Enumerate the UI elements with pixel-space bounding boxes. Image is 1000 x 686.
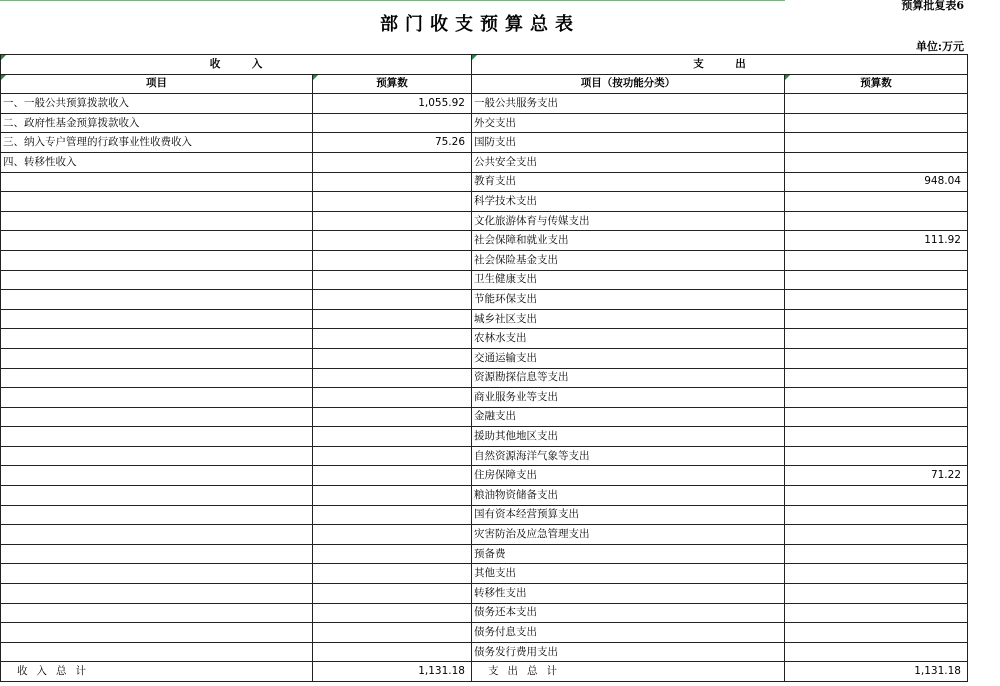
- income-item-cell[interactable]: [1, 270, 313, 290]
- table-row: [1, 603, 968, 623]
- income-item-cell[interactable]: [1, 231, 313, 251]
- expense-amount-cell[interactable]: [785, 113, 968, 133]
- table-row: [1, 525, 968, 545]
- expense-amount-cell[interactable]: [785, 133, 968, 153]
- income-item-cell[interactable]: [1, 250, 313, 270]
- expense-amount-cell[interactable]: [785, 250, 968, 270]
- expense-amount-cell[interactable]: [785, 584, 968, 604]
- income-amount-cell[interactable]: [313, 603, 472, 623]
- expense-item-cell[interactable]: 教育支出: [472, 172, 785, 192]
- table-row: [1, 505, 968, 525]
- income-item-cell[interactable]: [1, 564, 313, 584]
- income-item-cell[interactable]: [1, 603, 313, 623]
- totals-row: [1, 662, 968, 682]
- page-title: 部门收支预算总表: [380, 14, 580, 35]
- expense-amount-cell[interactable]: [785, 544, 968, 564]
- expense-item-cell[interactable]: 粮油物资储备支出: [472, 486, 785, 506]
- expense-amount-cell[interactable]: [785, 211, 968, 231]
- income-item-cell[interactable]: 四、转移性收入: [1, 152, 313, 172]
- income-amount-cell[interactable]: [313, 564, 472, 584]
- cell-marker-icon: [785, 75, 790, 80]
- table-row: [1, 133, 968, 153]
- cell-marker-icon: [313, 75, 318, 80]
- table-row: [1, 250, 968, 270]
- income-item-cell[interactable]: [1, 172, 313, 192]
- cell-marker-icon: [472, 55, 477, 60]
- unit-label: 单位:万元: [915, 40, 964, 53]
- cell-marker-icon: [1, 75, 6, 80]
- income-amount-cell[interactable]: [313, 623, 472, 643]
- expense-item-cell[interactable]: 金融支出: [472, 407, 785, 427]
- income-item-cell[interactable]: [1, 446, 313, 466]
- expense-item-cell[interactable]: 一般公共服务支出: [472, 94, 785, 114]
- expense-amount-cell[interactable]: [785, 290, 968, 310]
- income-amount-cell[interactable]: [313, 584, 472, 604]
- table-row: [1, 584, 968, 604]
- income-amount-cell[interactable]: [313, 427, 472, 447]
- income-item-cell[interactable]: 一、一般公共预算拨款收入: [1, 94, 313, 114]
- expense-item-cell[interactable]: 外交支出: [472, 113, 785, 133]
- table-row: [1, 290, 968, 310]
- expense-amount-cell[interactable]: [785, 564, 968, 584]
- income-amount-cell[interactable]: [313, 348, 472, 368]
- table-row: [1, 192, 968, 212]
- table-row: [1, 486, 968, 506]
- income-amount-cell[interactable]: [313, 172, 472, 192]
- income-amount-cell[interactable]: [313, 368, 472, 388]
- income-budget-header[interactable]: 预算数: [313, 74, 472, 94]
- income-amount-cell[interactable]: [313, 525, 472, 545]
- income-amount-cell[interactable]: [313, 446, 472, 466]
- expense-amount-cell[interactable]: [785, 94, 968, 114]
- expense-amount-cell[interactable]: 71.22: [785, 466, 968, 486]
- income-amount-cell[interactable]: [313, 642, 472, 662]
- expense-item-cell[interactable]: 卫生健康支出: [472, 270, 785, 290]
- income-amount-cell[interactable]: [313, 466, 472, 486]
- expense-item-header[interactable]: 项目（按功能分类）: [472, 74, 785, 94]
- section-header-row: [1, 55, 968, 75]
- table-row: [1, 172, 968, 192]
- income-item-cell[interactable]: [1, 486, 313, 506]
- income-item-cell[interactable]: [1, 427, 313, 447]
- expense-amount-cell[interactable]: [785, 525, 968, 545]
- income-amount-cell[interactable]: [313, 231, 472, 251]
- expense-item-cell[interactable]: 资源勘探信息等支出: [472, 368, 785, 388]
- income-amount-cell[interactable]: [313, 113, 472, 133]
- expense-amount-cell[interactable]: [785, 348, 968, 368]
- expense-item-cell[interactable]: 其他支出: [472, 564, 785, 584]
- income-amount-cell[interactable]: [313, 329, 472, 349]
- table-row: [1, 623, 968, 643]
- expense-amount-cell[interactable]: [785, 152, 968, 172]
- expense-total-label[interactable]: 支出总计: [472, 662, 785, 682]
- expense-amount-cell[interactable]: [785, 427, 968, 447]
- income-item-cell[interactable]: [1, 368, 313, 388]
- income-item-cell[interactable]: 三、纳入专户管理的行政事业性收费收入: [1, 133, 313, 153]
- income-item-cell[interactable]: [1, 525, 313, 545]
- expense-amount-cell[interactable]: [785, 642, 968, 662]
- expense-budget-header[interactable]: 预算数: [785, 74, 968, 94]
- expense-item-cell[interactable]: 城乡社区支出: [472, 309, 785, 329]
- income-amount-cell[interactable]: [313, 250, 472, 270]
- expense-amount-cell[interactable]: 948.04: [785, 172, 968, 192]
- table-row: [1, 329, 968, 349]
- expense-item-cell[interactable]: 转移性支出: [472, 584, 785, 604]
- expense-amount-cell[interactable]: [785, 270, 968, 290]
- expense-item-cell[interactable]: 债务还本支出: [472, 603, 785, 623]
- expense-item-cell[interactable]: 科学技术支出: [472, 192, 785, 212]
- expense-item-cell[interactable]: 援助其他地区支出: [472, 427, 785, 447]
- expense-amount-cell[interactable]: [785, 486, 968, 506]
- income-amount-cell[interactable]: [313, 309, 472, 329]
- table-row: [1, 407, 968, 427]
- income-item-cell[interactable]: [1, 623, 313, 643]
- expense-amount-cell[interactable]: [785, 329, 968, 349]
- expense-item-cell[interactable]: 文化旅游体育与传媒支出: [472, 211, 785, 231]
- expense-amount-cell[interactable]: [785, 603, 968, 623]
- expense-item-cell[interactable]: 社会保险基金支出: [472, 250, 785, 270]
- expense-amount-cell[interactable]: [785, 407, 968, 427]
- income-amount-cell[interactable]: [313, 544, 472, 564]
- column-header-row: [1, 74, 968, 94]
- income-amount-cell[interactable]: [313, 192, 472, 212]
- expense-item-cell[interactable]: 国有资本经营预算支出: [472, 505, 785, 525]
- expense-item-cell[interactable]: 预备费: [472, 544, 785, 564]
- table-row: [1, 113, 968, 133]
- expense-item-cell[interactable]: 国防支出: [472, 133, 785, 153]
- expense-item-cell[interactable]: 债务付息支出: [472, 623, 785, 643]
- table-row: [1, 466, 968, 486]
- income-item-cell[interactable]: [1, 642, 313, 662]
- expense-item-cell[interactable]: 债务发行费用支出: [472, 642, 785, 662]
- table-row: [1, 231, 968, 251]
- sheet-number: 预算批复表6: [901, 0, 964, 12]
- expense-amount-cell[interactable]: [785, 368, 968, 388]
- income-amount-cell[interactable]: [313, 486, 472, 506]
- expense-item-cell[interactable]: 灾害防治及应急管理支出: [472, 525, 785, 545]
- table-row: [1, 564, 968, 584]
- expense-amount-cell[interactable]: [785, 388, 968, 408]
- income-amount-cell[interactable]: [313, 211, 472, 231]
- table-row: [1, 427, 968, 447]
- income-total-label[interactable]: 收入总计: [1, 662, 313, 682]
- cell-marker-icon: [1, 55, 6, 60]
- table-row: [1, 94, 968, 114]
- table-row: [1, 446, 968, 466]
- expense-amount-cell[interactable]: [785, 309, 968, 329]
- table-row: [1, 368, 968, 388]
- income-item-cell[interactable]: 二、政府性基金预算拨款收入: [1, 113, 313, 133]
- expense-amount-cell[interactable]: [785, 623, 968, 643]
- table-row: [1, 388, 968, 408]
- expense-item-cell[interactable]: 公共安全支出: [472, 152, 785, 172]
- income-item-cell[interactable]: [1, 407, 313, 427]
- expense-amount-cell[interactable]: [785, 192, 968, 212]
- budget-table: [0, 54, 968, 682]
- table-row: [1, 348, 968, 368]
- income-item-cell[interactable]: [1, 505, 313, 525]
- expense-section-header[interactable]: 支 出: [472, 55, 968, 75]
- income-amount-cell[interactable]: [313, 407, 472, 427]
- expense-item-cell[interactable]: 节能环保支出: [472, 290, 785, 310]
- income-amount-cell[interactable]: [313, 152, 472, 172]
- table-row: [1, 270, 968, 290]
- expense-item-cell[interactable]: 自然资源海洋气象等支出: [472, 446, 785, 466]
- expense-item-cell[interactable]: 社会保障和就业支出: [472, 231, 785, 251]
- income-amount-cell[interactable]: [313, 388, 472, 408]
- table-row: [1, 309, 968, 329]
- income-total-value[interactable]: 1,131.18: [313, 662, 472, 682]
- income-item-cell[interactable]: [1, 192, 313, 212]
- expense-item-cell[interactable]: 交通运输支出: [472, 348, 785, 368]
- table-row: [1, 152, 968, 172]
- income-amount-cell[interactable]: [313, 290, 472, 310]
- expense-total-value[interactable]: 1,131.18: [785, 662, 968, 682]
- top-border-line: [0, 0, 785, 1]
- table-row: [1, 642, 968, 662]
- expense-amount-cell[interactable]: [785, 446, 968, 466]
- income-amount-cell[interactable]: [313, 270, 472, 290]
- income-item-cell[interactable]: [1, 388, 313, 408]
- income-item-cell[interactable]: [1, 290, 313, 310]
- income-amount-cell[interactable]: [313, 505, 472, 525]
- income-item-cell[interactable]: [1, 329, 313, 349]
- income-item-cell[interactable]: [1, 211, 313, 231]
- table-row: [1, 544, 968, 564]
- expense-item-cell[interactable]: 农林水支出: [472, 329, 785, 349]
- income-item-cell[interactable]: [1, 544, 313, 564]
- income-amount-cell[interactable]: 1,055.92: [313, 94, 472, 114]
- income-item-cell[interactable]: [1, 584, 313, 604]
- income-section-header[interactable]: 收 入: [1, 55, 472, 75]
- income-item-cell[interactable]: [1, 466, 313, 486]
- income-item-cell[interactable]: [1, 348, 313, 368]
- income-item-header[interactable]: 项目: [1, 74, 313, 94]
- expense-amount-cell[interactable]: 111.92: [785, 231, 968, 251]
- expense-item-cell[interactable]: 住房保障支出: [472, 466, 785, 486]
- expense-item-cell[interactable]: 商业服务业等支出: [472, 388, 785, 408]
- expense-amount-cell[interactable]: [785, 505, 968, 525]
- income-item-cell[interactable]: [1, 309, 313, 329]
- table-row: [1, 211, 968, 231]
- income-amount-cell[interactable]: 75.26: [313, 133, 472, 153]
